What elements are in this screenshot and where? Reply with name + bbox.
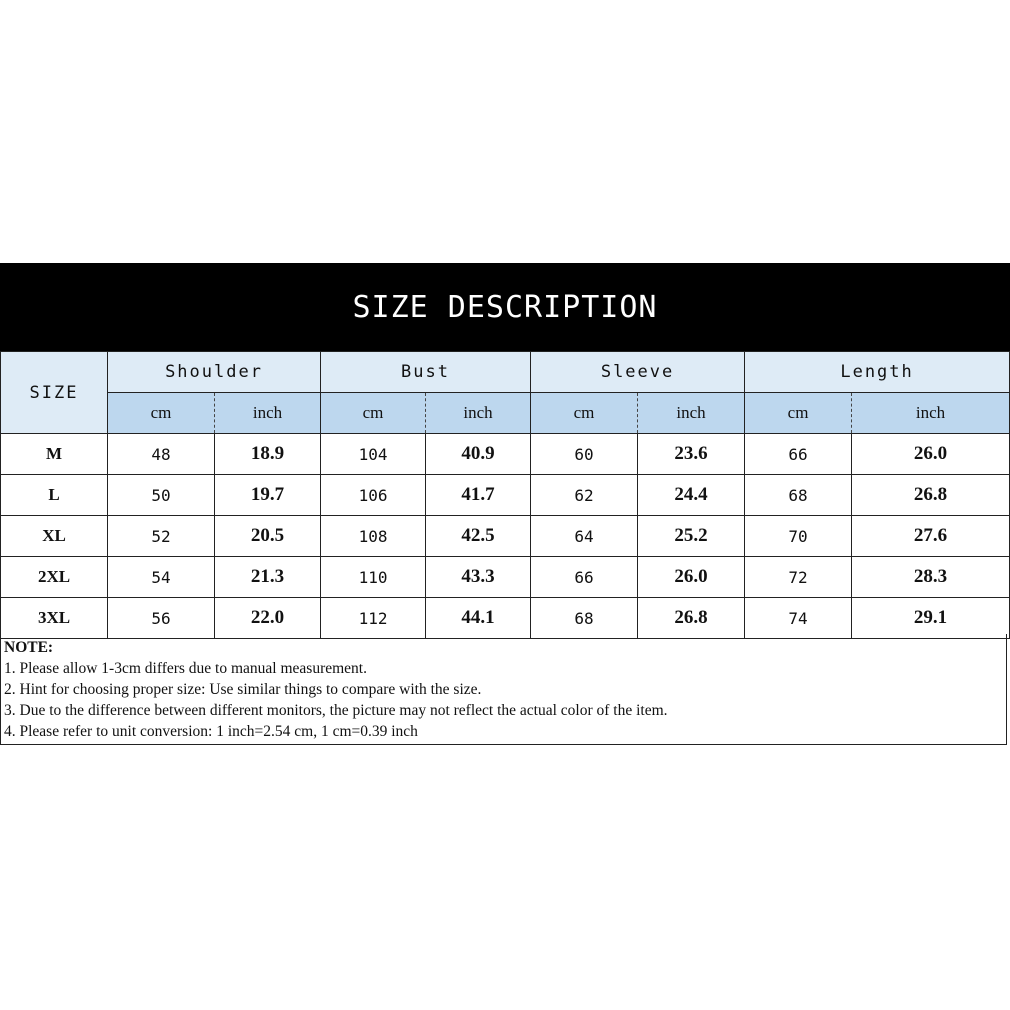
length-cm-cell: 74 — [745, 598, 852, 639]
shoulder-header: Shoulder — [108, 352, 321, 393]
note-line: 4. Please refer to unit conversion: 1 inch=2.54 cm, 1 cm=0.39 inch — [4, 723, 418, 740]
bust-inch-header: inch — [426, 393, 531, 434]
sleeve-inch-cell: 25.2 — [638, 516, 745, 557]
sleeve-cm-cell: 62 — [531, 475, 638, 516]
bust-cm-cell: 110 — [321, 557, 426, 598]
sleeve-cm-cell: 68 — [531, 598, 638, 639]
sleeve-inch-header: inch — [638, 393, 745, 434]
note-line: 2. Hint for choosing proper size: Use similar things to compare with the size. — [4, 681, 482, 698]
shoulder-cm-header: cm — [108, 393, 215, 434]
note-line: 3. Due to the difference between different monitors, the picture may not reflect the actual color of the item. — [4, 702, 668, 719]
note-line: 1. Please allow 1-3cm differs due to manual measurement. — [4, 660, 367, 677]
shoulder-cm-cell: 54 — [108, 557, 215, 598]
shoulder-inch-cell: 19.7 — [215, 475, 321, 516]
sleeve-cm-cell: 66 — [531, 557, 638, 598]
bust-inch-cell: 40.9 — [426, 434, 531, 475]
notes-box — [0, 634, 1007, 745]
length-inch-cell: 26.0 — [852, 434, 1010, 475]
shoulder-cm-cell: 56 — [108, 598, 215, 639]
table-row — [1, 475, 1010, 516]
shoulder-inch-cell: 18.9 — [215, 434, 321, 475]
sleeve-inch-cell: 26.8 — [638, 598, 745, 639]
bust-header: Bust — [321, 352, 531, 393]
shoulder-inch-cell: 21.3 — [215, 557, 321, 598]
sleeve-cm-cell: 64 — [531, 516, 638, 557]
table-row — [1, 557, 1010, 598]
size-table — [0, 351, 1010, 639]
size-cell: L — [1, 475, 108, 516]
unit-header-row — [1, 393, 1010, 434]
sleeve-cm-header: cm — [531, 393, 638, 434]
page-title: SIZE DESCRIPTION — [352, 289, 658, 325]
sleeve-inch-cell: 24.4 — [638, 475, 745, 516]
shoulder-cm-cell: 48 — [108, 434, 215, 475]
sleeve-inch-cell: 23.6 — [638, 434, 745, 475]
shoulder-inch-cell: 20.5 — [215, 516, 321, 557]
bust-cm-cell: 106 — [321, 475, 426, 516]
title-banner — [0, 263, 1010, 351]
bust-inch-cell: 41.7 — [426, 475, 531, 516]
bust-cm-header: cm — [321, 393, 426, 434]
table-row — [1, 434, 1010, 475]
table-row — [1, 598, 1010, 639]
length-cm-cell: 66 — [745, 434, 852, 475]
sleeve-cm-cell: 60 — [531, 434, 638, 475]
shoulder-cm-cell: 52 — [108, 516, 215, 557]
size-header: SIZE — [1, 352, 108, 434]
size-cell: XL — [1, 516, 108, 557]
size-cell: 3XL — [1, 598, 108, 639]
length-inch-cell: 28.3 — [852, 557, 1010, 598]
length-inch-header: inch — [852, 393, 1010, 434]
bust-inch-cell: 43.3 — [426, 557, 531, 598]
shoulder-cm-cell: 50 — [108, 475, 215, 516]
bust-cm-cell: 104 — [321, 434, 426, 475]
size-cell: M — [1, 434, 108, 475]
group-header-row — [1, 352, 1010, 393]
length-inch-cell: 27.6 — [852, 516, 1010, 557]
notes-title: NOTE: — [4, 639, 54, 656]
length-cm-cell: 70 — [745, 516, 852, 557]
sleeve-header: Sleeve — [531, 352, 745, 393]
bust-inch-cell: 42.5 — [426, 516, 531, 557]
shoulder-inch-cell: 22.0 — [215, 598, 321, 639]
length-inch-cell: 26.8 — [852, 475, 1010, 516]
bust-cm-cell: 108 — [321, 516, 426, 557]
size-cell: 2XL — [1, 557, 108, 598]
length-header: Length — [745, 352, 1010, 393]
bust-inch-cell: 44.1 — [426, 598, 531, 639]
sleeve-inch-cell: 26.0 — [638, 557, 745, 598]
bust-cm-cell: 112 — [321, 598, 426, 639]
length-cm-cell: 72 — [745, 557, 852, 598]
length-cm-header: cm — [745, 393, 852, 434]
shoulder-inch-header: inch — [215, 393, 321, 434]
length-inch-cell: 29.1 — [852, 598, 1010, 639]
length-cm-cell: 68 — [745, 475, 852, 516]
table-row — [1, 516, 1010, 557]
